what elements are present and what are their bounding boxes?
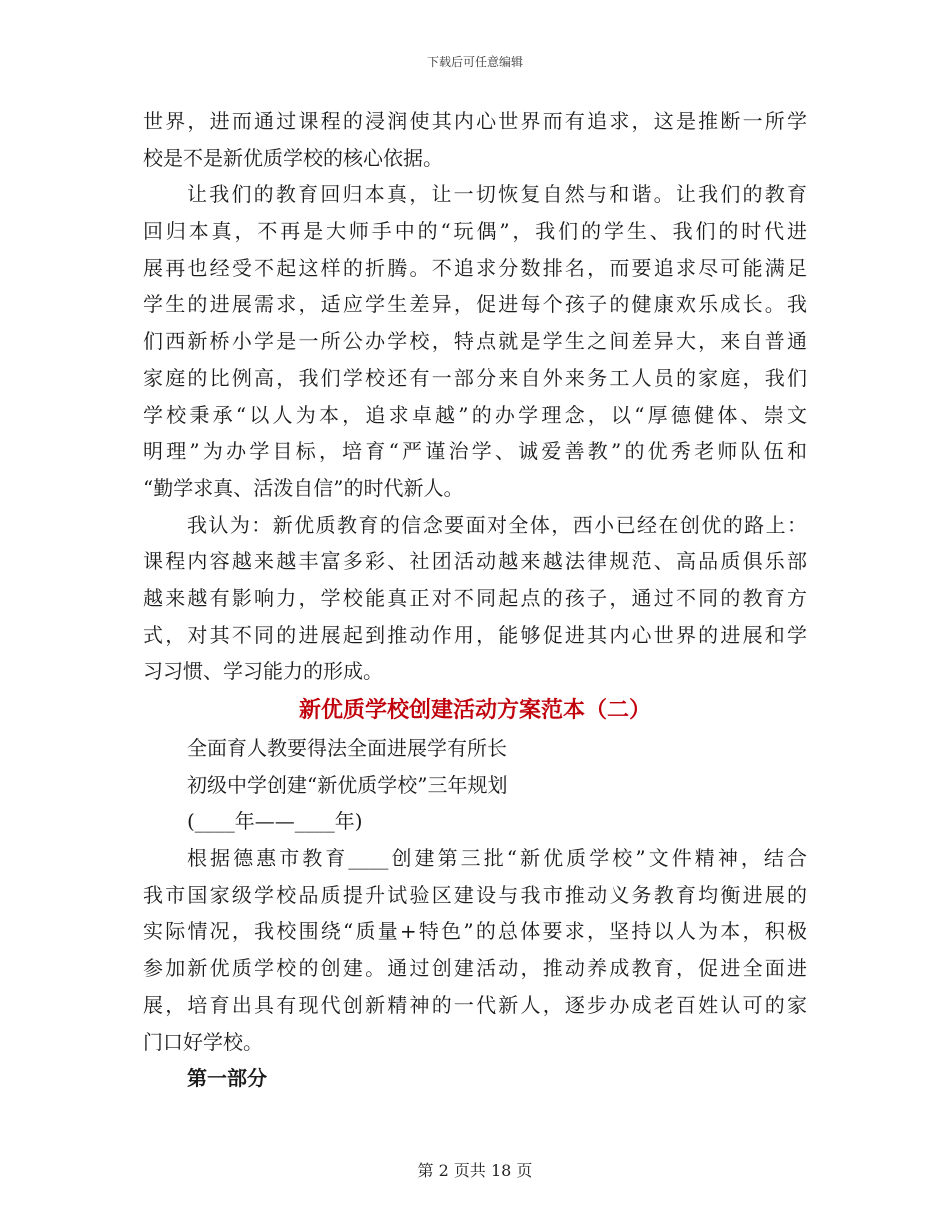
text-line: 学生的进展需求，适应学生差异，促进每个孩子的健康欢乐成长。我 [143, 292, 807, 317]
text-line: 校是不是新优质学校的核心依据。 [143, 145, 443, 170]
text-line: 我认为：新优质教育的信念要面对全体，西小已经在创优的路上： [187, 512, 807, 537]
text-line: 根据德惠市教育____创建第三批“新优质学校”文件精神，结合 [187, 846, 807, 871]
text-line: 课程内容越来越丰富多彩、社团活动越来越法律规范、高品质俱乐部 [143, 549, 807, 574]
text-line: 越来越有影响力，学校能真正对不同起点的孩子，通过不同的教育方 [143, 585, 807, 610]
text-line: 实际情况，我校围绕“质量+特色”的总体要求，坚持以人为本，积极 [143, 919, 807, 944]
page-footer: 第 2 页共 18 页 [417, 1161, 533, 1180]
part-heading: 第一部分 [187, 1066, 267, 1091]
text-line: 门口好学校。 [143, 1029, 263, 1054]
text-line: 参加新优质学校的创建。通过创建活动，推动养成教育，促进全面进 [143, 956, 807, 981]
text-line: 学校秉承“以人为本，追求卓越”的办学理念，以“厚德健体、崇文 [143, 402, 807, 427]
text-line: 明理”为办学目标，培育“严谨治学、诚爱善教”的优秀老师队伍和 [143, 439, 807, 464]
page-header: 下载后可任意编辑 [426, 55, 523, 69]
text-line: 式，对其不同的进展起到推动作用，能够促进其内心世界的进展和学 [143, 622, 807, 647]
section-title: 新优质学校创建活动方案范本（二） [298, 697, 651, 723]
text-line: 习习惯、学习能力的形成。 [143, 659, 383, 684]
text-line: 展再也经受不起这样的折腾。不追求分数排名，而要追求尽可能满足 [143, 255, 807, 280]
text-line: 全面育人教要得法全面进展学有所长 [187, 736, 507, 760]
text-line: 回归本真，不再是大师手中的“玩偶”，我们的学生、我们的时代进 [143, 219, 807, 244]
text-line: 们西新桥小学是一所公办学校，特点就是学生之间差异大，来自普通 [143, 329, 807, 354]
text-line: 家庭的比例高，我们学校还有一部分来自外来务工人员的家庭，我们 [143, 365, 807, 390]
text-line: (____年——____年) [187, 809, 363, 834]
text-line: “勤学求真、活泼自信”的时代新人。 [143, 475, 464, 500]
text-line: 让我们的教育回归本真，让一切恢复自然与和谐。让我们的教育 [187, 182, 807, 207]
text-line: 初级中学创建“新优质学校”三年规划 [187, 772, 508, 797]
document-body [143, 103, 807, 1097]
text-line: 世界，进而通过课程的浸润使其内心世界而有追求，这是推断一所学 [143, 109, 807, 133]
text-line: 展，培育出具有现代创新精神的一代新人，逐步办成老百姓认可的家 [143, 992, 807, 1017]
text-line: 我市国家级学校品质提升试验区建设与我市推动义务教育均衡进展的 [143, 882, 807, 907]
